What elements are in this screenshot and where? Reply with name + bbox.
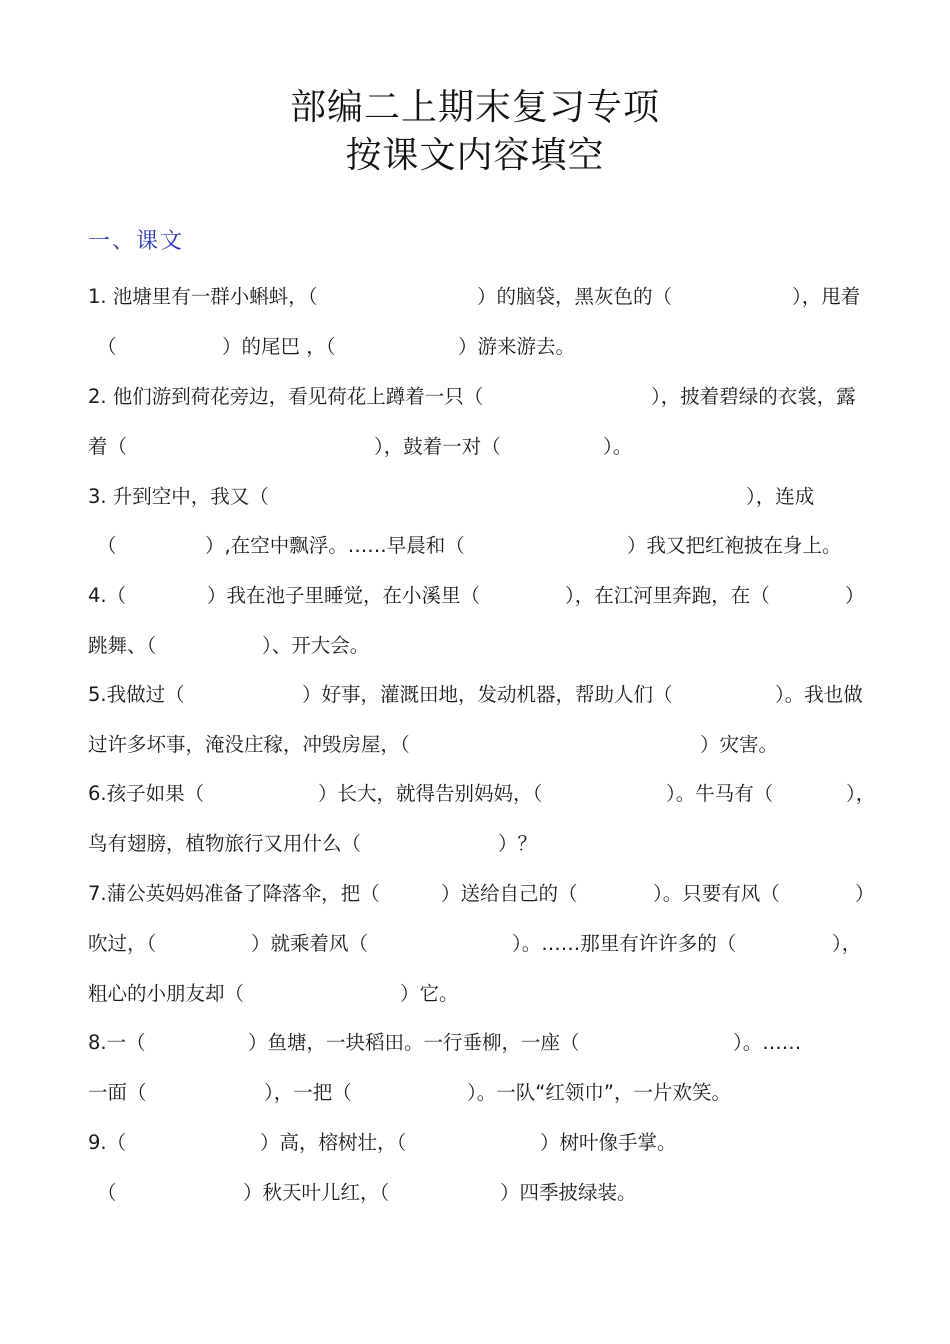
question-text: ）， xyxy=(832,932,862,955)
question-6-line-1 xyxy=(0,777,950,811)
question-text: （ xyxy=(97,335,117,358)
page-subtitle: 按课文内容填空 xyxy=(345,135,605,176)
question-text: ）。…… xyxy=(733,1031,802,1054)
question-text: ）的尾巴 ，（ xyxy=(222,335,336,358)
question-text: ）好事，灌溉田地，发动机器，帮助人们（ xyxy=(302,683,673,706)
question-text: 吹过，（ xyxy=(88,932,157,955)
question-2-line-1 xyxy=(0,380,950,414)
question-text: 过许多坏事，淹没庄稼，冲毁房屋，（ xyxy=(88,733,410,756)
question-4-line-1 xyxy=(0,579,950,613)
question-text: 粗心的小朋友却（ xyxy=(88,982,245,1005)
question-text: ）我在池子里睡觉，在小溪里（ xyxy=(207,584,481,607)
question-text: ）四季披绿装。 xyxy=(500,1181,637,1204)
question-text: ）,在空中飘浮。……早晨和（ xyxy=(205,534,465,557)
question-3-line-1 xyxy=(0,480,950,514)
question-text: 6.孩子如果（ xyxy=(88,782,205,805)
question-6-line-2 xyxy=(0,827,950,861)
question-9-line-1 xyxy=(0,1126,950,1160)
question-text: ）。牛马有（ xyxy=(666,782,774,805)
question-9-line-2 xyxy=(0,1176,950,1210)
question-text: ）。……那里有许许多的（ xyxy=(512,932,737,955)
question-text: ）游来游去。 xyxy=(458,335,576,358)
question-8-line-2 xyxy=(0,1076,950,1110)
question-text: 一面（ xyxy=(88,1081,147,1104)
question-text: ）就乘着风（ xyxy=(251,932,369,955)
question-text: ），鼓着一对（ xyxy=(374,435,501,458)
question-text: ）。只要有风（ xyxy=(653,882,780,905)
question-5-line-2 xyxy=(0,728,950,762)
question-text: ），披着碧绿的衣裳，露 xyxy=(651,385,856,408)
question-1-line-2 xyxy=(0,330,950,364)
question-7-line-2 xyxy=(0,927,950,961)
question-8-line-1 xyxy=(0,1026,950,1060)
question-text: 3. 升到空中，我又（ xyxy=(88,485,269,508)
question-text: ）灾害。 xyxy=(700,733,779,756)
question-text: ）送给自己的（ xyxy=(441,882,578,905)
page-title: 部编二上期末复习专项 xyxy=(289,87,660,128)
question-text: 跳舞、（ xyxy=(88,634,157,657)
question-7-line-3 xyxy=(0,977,950,1011)
question-text: ）。一队“红领巾”，一片欢笑。 xyxy=(467,1081,731,1104)
question-7-line-1 xyxy=(0,877,950,911)
question-text: 2. 他们游到荷花旁边，看见荷花上蹲着一只（ xyxy=(88,385,484,408)
question-text: 7.蒲公英妈妈准备了降落伞，把（ xyxy=(88,882,380,905)
question-text: 1. 池塘里有一群小蝌蚪，（ xyxy=(88,285,318,308)
question-text: ）它。 xyxy=(400,982,459,1005)
question-text: 鸟有翅膀，植物旅行又用什么（ xyxy=(88,832,362,855)
question-text: ），连成 xyxy=(746,485,815,508)
question-text: （ xyxy=(97,1181,117,1204)
question-3-line-2 xyxy=(0,529,950,563)
question-text: ）的脑袋，黑灰色的（ xyxy=(477,285,673,308)
question-2-line-2 xyxy=(0,430,950,464)
question-text: ）树叶像手掌。 xyxy=(540,1131,677,1154)
question-text: ），甩着 xyxy=(792,285,861,308)
question-text: 9.（ xyxy=(88,1131,127,1154)
question-1-line-1 xyxy=(0,280,950,314)
question-text: ）鱼塘，一块稻田。一行垂柳，一座（ xyxy=(248,1031,580,1054)
question-text: ） xyxy=(845,584,865,607)
question-text: 4.（ xyxy=(88,584,127,607)
question-text: ）我又把红袍披在身上。 xyxy=(627,534,842,557)
question-text: ）长大，就得告别妈妈，（ xyxy=(318,782,543,805)
question-text: ）？ xyxy=(498,832,538,855)
question-text: ），一把（ xyxy=(264,1081,352,1104)
question-text: 5.我做过（ xyxy=(88,683,185,706)
question-text: （ xyxy=(97,534,117,557)
question-4-line-2 xyxy=(0,629,950,663)
question-text: ）秋天叶儿红，（ xyxy=(243,1181,390,1204)
question-text: 着（ xyxy=(88,435,128,458)
question-text: ）。 xyxy=(603,435,633,458)
section-heading: 一、课文 xyxy=(88,229,185,254)
question-text: ）高，榕树壮，（ xyxy=(260,1131,407,1154)
question-text: ）， xyxy=(846,782,876,805)
question-5-line-1 xyxy=(0,678,950,712)
question-text: ）、开大会。 xyxy=(262,634,370,657)
question-text: ），在江河里奔跑，在（ xyxy=(565,584,770,607)
question-text: ） xyxy=(855,882,875,905)
question-text: ）。我也做 xyxy=(775,683,863,706)
question-text: 8.一（ xyxy=(88,1031,146,1054)
